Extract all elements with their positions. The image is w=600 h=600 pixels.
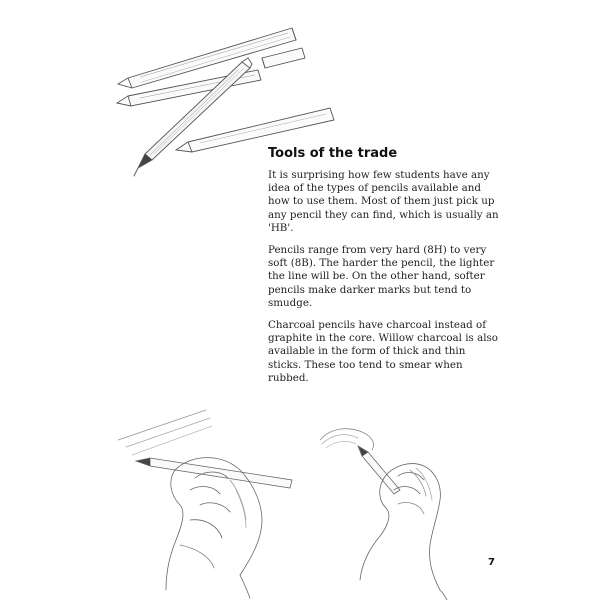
paragraph-2: Pencils range from very hard (8H) to very soft (8B). The harder the pencil, the lighter the line will be. On the other hand, softer pencils make darker marks but tend to smudge. [268, 244, 495, 309]
paragraph-1: It is surprising how few students have any idea of the types of pencils available and how to use them. Most of them just pick up any pencil they can find, which is usually an 'HB'. [268, 169, 499, 234]
page-number: 7 [488, 557, 495, 568]
section-heading: Tools of the trade [268, 146, 398, 161]
paragraph-3: Charcoal pencils have charcoal instead of graphite in the core. Willow charcoal is also available in the form of thick and thin sticks. These too tend to smear when rubbed. [268, 319, 499, 384]
text-section [268, 146, 500, 394]
